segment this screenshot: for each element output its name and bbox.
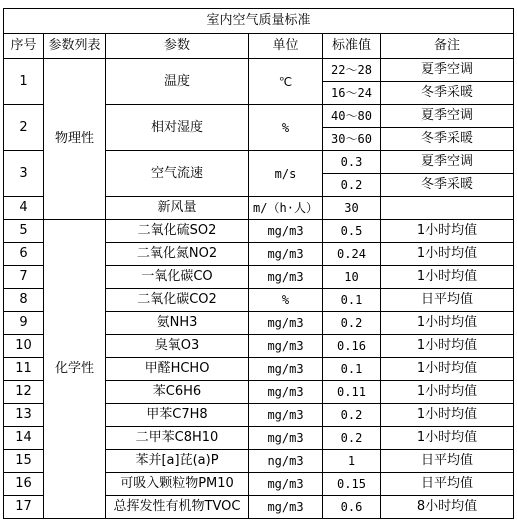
- param-cell: 温度: [106, 59, 249, 105]
- table-title: 室内空气质量标准: [4, 9, 514, 34]
- unit-cell: mg/m3: [249, 312, 323, 335]
- row-number: 7: [4, 266, 44, 289]
- note-cell: 日平均值: [381, 473, 514, 496]
- note-cell: 日平均值: [381, 450, 514, 473]
- value-cell: 16～24: [323, 82, 381, 105]
- note-cell: 1小时均值: [381, 220, 514, 243]
- note-cell: 日平均值: [381, 289, 514, 312]
- row-number: 12: [4, 381, 44, 404]
- value-cell: 0.3: [323, 151, 381, 174]
- value-cell: 0.2: [323, 174, 381, 197]
- category-cell: 物理性: [44, 59, 106, 220]
- note-cell: 1小时均值: [381, 404, 514, 427]
- row-number: 16: [4, 473, 44, 496]
- value-cell: 40～80: [323, 105, 381, 128]
- value-cell: 30: [323, 197, 381, 220]
- unit-cell: mg/m3: [249, 381, 323, 404]
- header-category: 参数列表: [44, 34, 106, 59]
- param-cell: 甲苯C7H8: [106, 404, 249, 427]
- note-cell: 夏季空调: [381, 59, 514, 82]
- value-cell: 0.2: [323, 404, 381, 427]
- param-cell: 相对湿度: [106, 105, 249, 151]
- unit-cell: ng/m3: [249, 450, 323, 473]
- header-note: 备注: [381, 34, 514, 59]
- note-cell: 1小时均值: [381, 266, 514, 289]
- table-row: [4, 59, 514, 82]
- value-cell: 0.5: [323, 220, 381, 243]
- value-cell: 1: [323, 450, 381, 473]
- value-cell: 30～60: [323, 128, 381, 151]
- row-number: 5: [4, 220, 44, 243]
- category-cell: 化学性: [44, 220, 106, 519]
- value-cell: 0.2: [323, 312, 381, 335]
- unit-cell: mg/m3: [249, 358, 323, 381]
- note-cell: 1小时均值: [381, 381, 514, 404]
- note-cell: 冬季采暖: [381, 174, 514, 197]
- unit-cell: %: [249, 105, 323, 151]
- row-number: 10: [4, 335, 44, 358]
- unit-cell: mg/m3: [249, 243, 323, 266]
- row-number: 3: [4, 151, 44, 197]
- table-body: [4, 9, 514, 519]
- unit-cell: mg/m3: [249, 266, 323, 289]
- row-number: 1: [4, 59, 44, 105]
- unit-cell: mg/m3: [249, 404, 323, 427]
- value-cell: 0.11: [323, 381, 381, 404]
- unit-cell: ℃: [249, 59, 323, 105]
- param-cell: 二甲苯C8H10: [106, 427, 249, 450]
- value-cell: 0.1: [323, 358, 381, 381]
- param-cell: 新风量: [106, 197, 249, 220]
- unit-cell: mg/m3: [249, 220, 323, 243]
- value-cell: 0.6: [323, 496, 381, 519]
- title-row: [4, 9, 514, 34]
- note-cell: 1小时均值: [381, 312, 514, 335]
- param-cell: 二氧化硫SO2: [106, 220, 249, 243]
- param-cell: 可吸入颗粒物PM10: [106, 473, 249, 496]
- note-cell: 夏季空调: [381, 151, 514, 174]
- row-number: 15: [4, 450, 44, 473]
- note-cell: 1小时均值: [381, 427, 514, 450]
- value-cell: 10: [323, 266, 381, 289]
- note-cell: 夏季空调: [381, 105, 514, 128]
- row-number: 2: [4, 105, 44, 151]
- row-number: 6: [4, 243, 44, 266]
- value-cell: 0.16: [323, 335, 381, 358]
- param-cell: 二氧化碳CO2: [106, 289, 249, 312]
- value-cell: 0.1: [323, 289, 381, 312]
- value-cell: 0.15: [323, 473, 381, 496]
- note-cell: 1小时均值: [381, 335, 514, 358]
- param-cell: 苯C6H6: [106, 381, 249, 404]
- header-unit: 单位: [249, 34, 323, 59]
- row-number: 14: [4, 427, 44, 450]
- param-cell: 甲醛HCHO: [106, 358, 249, 381]
- unit-cell: mg/m3: [249, 427, 323, 450]
- value-cell: 0.2: [323, 427, 381, 450]
- note-cell: 1小时均值: [381, 243, 514, 266]
- note-cell: 8小时均值: [381, 496, 514, 519]
- param-cell: 总挥发性有机物TVOC: [106, 496, 249, 519]
- note-cell: 冬季采暖: [381, 82, 514, 105]
- unit-cell: mg/m3: [249, 335, 323, 358]
- row-number: 4: [4, 197, 44, 220]
- param-cell: 二氧化氮NO2: [106, 243, 249, 266]
- header-param: 参数: [106, 34, 249, 59]
- header-value: 标准值: [323, 34, 381, 59]
- param-cell: 一氧化碳CO: [106, 266, 249, 289]
- unit-cell: m/（h·人）: [249, 197, 323, 220]
- unit-cell: m/s: [249, 151, 323, 197]
- header-row: [4, 34, 514, 59]
- value-cell: 0.24: [323, 243, 381, 266]
- unit-cell: mg/m3: [249, 473, 323, 496]
- param-cell: 氨NH3: [106, 312, 249, 335]
- row-number: 8: [4, 289, 44, 312]
- row-number: 13: [4, 404, 44, 427]
- header-no: 序号: [4, 34, 44, 59]
- value-cell: 22～28: [323, 59, 381, 82]
- unit-cell: mg/m3: [249, 496, 323, 519]
- table-row: [4, 220, 514, 243]
- row-number: 9: [4, 312, 44, 335]
- unit-cell: %: [249, 289, 323, 312]
- param-cell: 臭氧O3: [106, 335, 249, 358]
- param-cell: 苯并[a]芘(a)P: [106, 450, 249, 473]
- note-cell: 1小时均值: [381, 358, 514, 381]
- note-cell: 冬季采暖: [381, 128, 514, 151]
- param-cell: 空气流速: [106, 151, 249, 197]
- air-quality-table: [3, 8, 514, 519]
- note-cell: [381, 197, 514, 220]
- row-number: 11: [4, 358, 44, 381]
- row-number: 17: [4, 496, 44, 519]
